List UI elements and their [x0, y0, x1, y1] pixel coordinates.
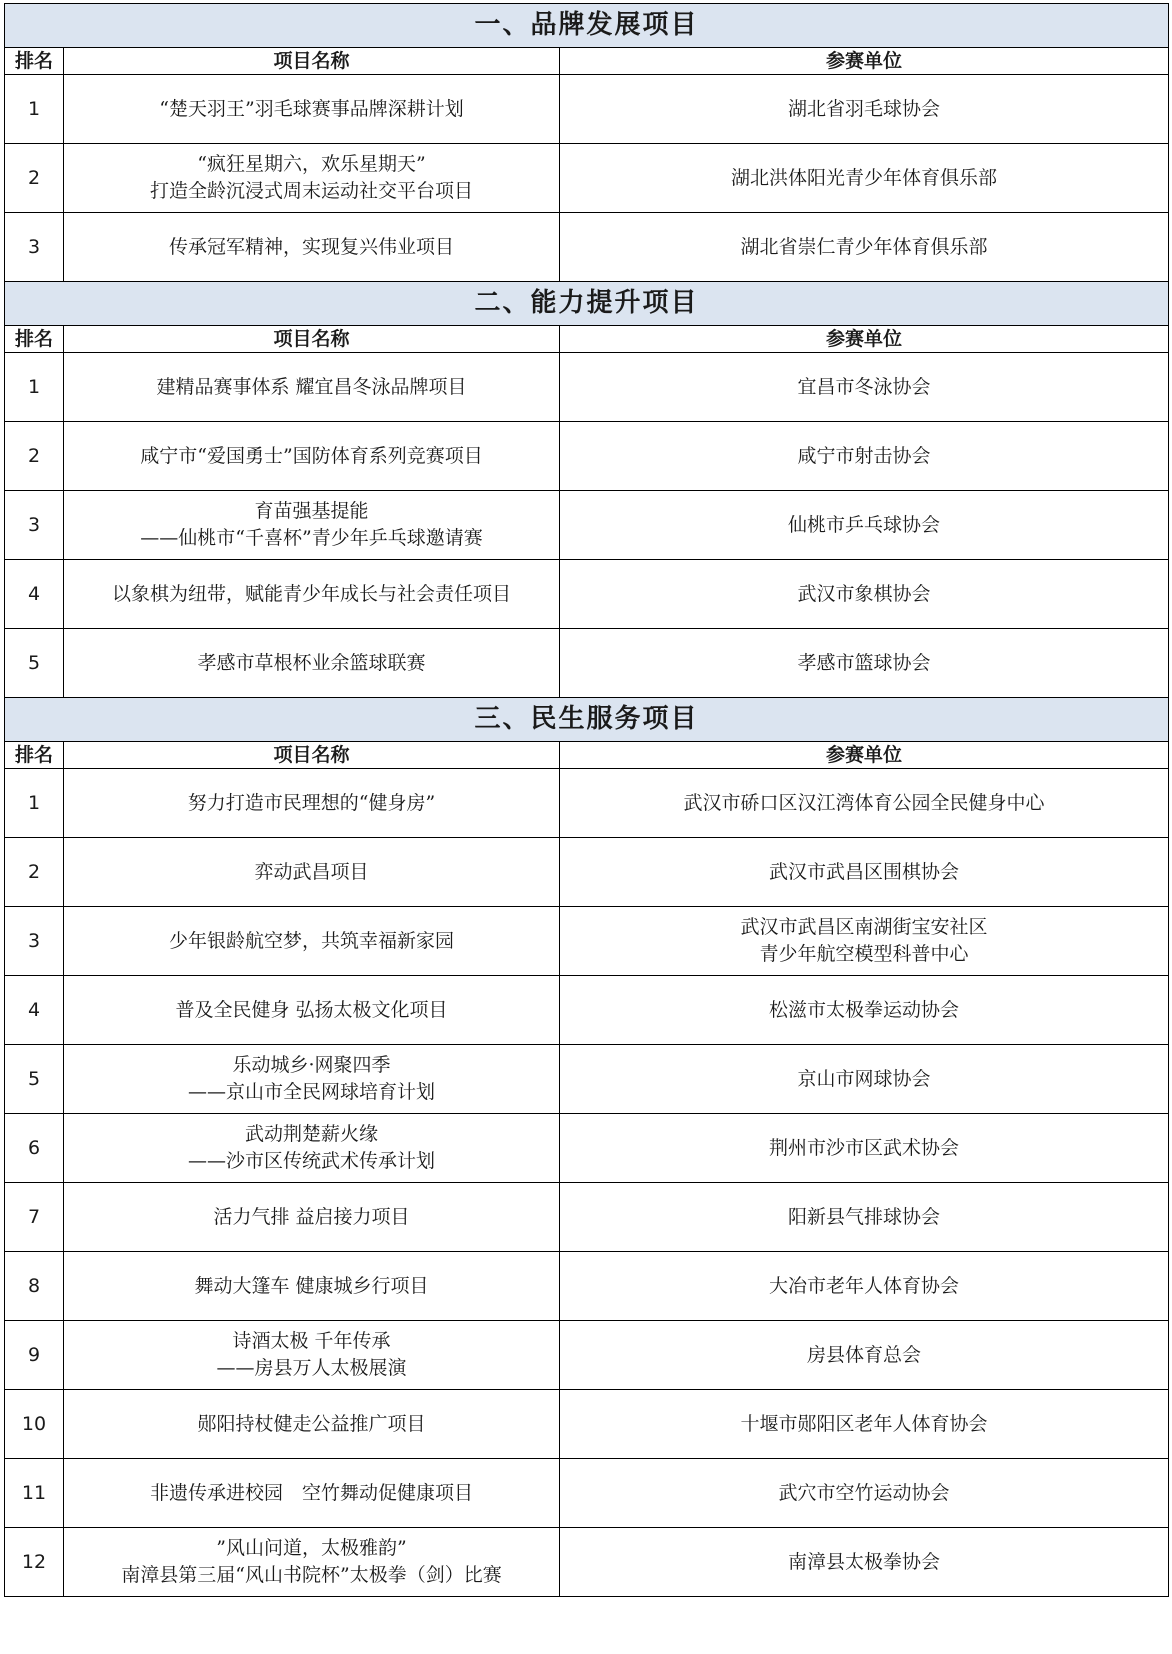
participant-unit-cell-line: 武汉市武昌区围棋协会	[768, 860, 959, 883]
participant-unit-cell-line: 孝感市篮球协会	[797, 651, 931, 674]
rank-cell: 12	[5, 1528, 64, 1597]
participant-unit-cell	[560, 769, 1169, 838]
project-name-cell-line: 传承冠军精神，实现复兴伟业项目	[168, 235, 454, 258]
project-name-cell	[64, 1045, 560, 1114]
rank-cell: 1	[5, 769, 64, 838]
project-name-cell	[64, 1114, 560, 1183]
rank-cell: 3	[5, 907, 64, 976]
project-name-cell-line: 努力打造市民理想的“健身房”	[187, 791, 436, 814]
participant-unit-cell	[560, 1459, 1169, 1528]
participant-unit-cell-line: 南漳县太极拳协会	[787, 1550, 940, 1573]
project-name-cell-line: 以象棋为纽带，赋能青少年成长与社会责任项目	[111, 582, 511, 605]
project-name-cell-line: 诗酒太极 千年传承	[232, 1330, 391, 1352]
project-name-cell	[64, 838, 560, 907]
rank-cell: 5	[5, 1045, 64, 1114]
participant-unit-cell-line: 京山市网球协会	[797, 1067, 931, 1090]
table-row	[5, 907, 1169, 976]
rank-cell: 7	[5, 1183, 64, 1252]
project-name-cell-line: 乐动城乡·网聚四季	[232, 1054, 391, 1076]
rank-cell: 2	[5, 422, 64, 491]
participant-unit-cell	[560, 838, 1169, 907]
participant-unit-cell-line: 房县体育总会	[806, 1343, 921, 1366]
project-name-cell	[64, 629, 560, 698]
project-name-cell-line: “楚天羽王”羽毛球赛事品牌深耕计划	[159, 97, 464, 120]
project-name-cell-line: ”风山问道，太极雅韵”	[216, 1537, 407, 1559]
participant-unit-cell-line: 武汉市硚口区汉江湾体育公园全民健身中心	[683, 791, 1045, 814]
project-name-cell	[64, 769, 560, 838]
project-name-cell-line: 舞动大篷车 健康城乡行项目	[194, 1274, 429, 1297]
participant-unit-cell-line: 武汉市武昌区南湖街宝安社区	[740, 916, 988, 938]
project-name-cell-line: 活力气排 益启接力项目	[213, 1205, 410, 1228]
header-name: 项目名称	[64, 742, 560, 769]
table-row	[5, 1459, 1169, 1528]
participant-unit-cell-line: 湖北省羽毛球协会	[787, 97, 940, 120]
table-row	[5, 1321, 1169, 1390]
participant-unit-cell	[560, 353, 1169, 422]
header-rank: 排名	[5, 742, 64, 769]
participant-unit-cell-line: 武穴市空竹运动协会	[778, 1481, 950, 1504]
participant-unit-cell	[560, 213, 1169, 282]
participant-unit-cell-line: 荆州市沙市区武术协会	[768, 1136, 959, 1159]
project-name-cell	[64, 1183, 560, 1252]
participant-unit-cell	[560, 560, 1169, 629]
participant-unit-cell-line: 湖北洪体阳光青少年体育俱乐部	[730, 166, 997, 189]
table-row	[5, 1390, 1169, 1459]
awards-table-body	[5, 4, 1169, 1597]
project-name-cell	[64, 1528, 560, 1597]
header-unit: 参赛单位	[560, 742, 1169, 769]
participant-unit-cell	[560, 976, 1169, 1045]
participant-unit-cell-line: 武汉市象棋协会	[797, 582, 931, 605]
participant-unit-cell	[560, 491, 1169, 560]
project-name-cell	[64, 353, 560, 422]
project-name-cell	[64, 422, 560, 491]
project-name-cell	[64, 144, 560, 213]
participant-unit-cell	[560, 1045, 1169, 1114]
header-rank: 排名	[5, 326, 64, 353]
header-unit: 参赛单位	[560, 48, 1169, 75]
project-name-cell-line: “疯狂星期六，欢乐星期天”	[197, 153, 426, 175]
column-header-row	[5, 326, 1169, 353]
participant-unit-cell-line: 阳新县气排球协会	[787, 1205, 940, 1228]
section-title-row	[5, 4, 1169, 48]
rank-cell: 6	[5, 1114, 64, 1183]
project-name-cell-line: 孝感市草根杯业余篮球联赛	[197, 651, 426, 674]
project-name-cell-line: 建精品赛事体系 耀宜昌冬泳品牌项目	[156, 375, 467, 398]
participant-unit-cell	[560, 1252, 1169, 1321]
project-name-cell-line: ——沙市区传统武术传承计划	[187, 1150, 435, 1172]
project-name-cell	[64, 1321, 560, 1390]
participant-unit-cell	[560, 629, 1169, 698]
project-name-cell-line: 弈动武昌项目	[254, 860, 369, 883]
project-name-cell-line: 打造全龄沉浸式周末运动社交平台项目	[149, 180, 473, 202]
project-name-cell-line: ——京山市全民网球培育计划	[187, 1081, 435, 1103]
header-rank: 排名	[5, 48, 64, 75]
participant-unit-cell	[560, 75, 1169, 144]
participant-unit-cell-line: 湖北省崇仁青少年体育俱乐部	[740, 235, 988, 258]
participant-unit-cell	[560, 1321, 1169, 1390]
project-name-cell	[64, 491, 560, 560]
project-name-cell	[64, 1252, 560, 1321]
header-name: 项目名称	[64, 326, 560, 353]
participant-unit-cell-line: 大冶市老年人体育协会	[768, 1274, 959, 1297]
section-title: 一、品牌发展项目	[5, 4, 1169, 48]
rank-cell: 1	[5, 353, 64, 422]
table-row	[5, 560, 1169, 629]
table-row	[5, 629, 1169, 698]
rank-cell: 3	[5, 491, 64, 560]
header-unit: 参赛单位	[560, 326, 1169, 353]
participant-unit-cell	[560, 1528, 1169, 1597]
table-row	[5, 1183, 1169, 1252]
project-name-cell	[64, 1459, 560, 1528]
participant-unit-cell	[560, 144, 1169, 213]
table-row	[5, 1045, 1169, 1114]
rank-cell: 5	[5, 629, 64, 698]
project-name-cell	[64, 213, 560, 282]
project-name-cell-line: ——仙桃市“千喜杯”青少年乒乓球邀请赛	[140, 527, 483, 549]
project-name-cell-line: ——房县万人太极展演	[216, 1357, 407, 1379]
project-name-cell	[64, 1390, 560, 1459]
section-title: 二、能力提升项目	[5, 282, 1169, 326]
table-row	[5, 144, 1169, 213]
table-row	[5, 1528, 1169, 1597]
rank-cell: 2	[5, 838, 64, 907]
table-row	[5, 769, 1169, 838]
project-name-cell-line: 少年银龄航空梦，共筑幸福新家园	[168, 929, 454, 952]
table-row	[5, 75, 1169, 144]
section-title-row	[5, 698, 1169, 742]
participant-unit-cell-line: 咸宁市射击协会	[797, 444, 931, 467]
rank-cell: 3	[5, 213, 64, 282]
header-name: 项目名称	[64, 48, 560, 75]
table-row	[5, 491, 1169, 560]
rank-cell: 1	[5, 75, 64, 144]
rank-cell: 11	[5, 1459, 64, 1528]
rank-cell: 9	[5, 1321, 64, 1390]
rank-cell: 2	[5, 144, 64, 213]
table-row	[5, 838, 1169, 907]
table-row	[5, 422, 1169, 491]
project-name-cell	[64, 75, 560, 144]
column-header-row	[5, 742, 1169, 769]
participant-unit-cell-line: 青少年航空模型科普中心	[759, 943, 969, 965]
table-row	[5, 1114, 1169, 1183]
participant-unit-cell	[560, 1114, 1169, 1183]
participant-unit-cell	[560, 1390, 1169, 1459]
participant-unit-cell-line: 十堰市郧阳区老年人体育协会	[740, 1412, 988, 1435]
project-name-cell-line: 育苗强基提能	[254, 500, 369, 522]
participant-unit-cell	[560, 907, 1169, 976]
column-header-row	[5, 48, 1169, 75]
project-name-cell	[64, 976, 560, 1045]
participant-unit-cell-line: 松滋市太极拳运动协会	[768, 998, 959, 1021]
project-name-cell-line: 普及全民健身 弘扬太极文化项目	[175, 998, 448, 1021]
participant-unit-cell	[560, 1183, 1169, 1252]
project-name-cell-line: 武动荆楚薪火缘	[244, 1123, 378, 1145]
table-row	[5, 1252, 1169, 1321]
awards-table	[4, 3, 1169, 1597]
project-name-cell-line: 郧阳持杖健走公益推广项目	[197, 1412, 426, 1435]
project-name-cell-line: 非遗传承进校园 空竹舞动促健康项目	[149, 1481, 473, 1504]
section-title-row	[5, 282, 1169, 326]
project-name-cell	[64, 560, 560, 629]
section-title: 三、民生服务项目	[5, 698, 1169, 742]
table-row	[5, 976, 1169, 1045]
rank-cell: 4	[5, 976, 64, 1045]
table-row	[5, 213, 1169, 282]
table-row	[5, 353, 1169, 422]
project-name-cell	[64, 907, 560, 976]
project-name-cell-line: 南漳县第三届“风山书院杯”太极拳（剑）比赛	[121, 1564, 502, 1586]
participant-unit-cell-line: 仙桃市乒乓球协会	[787, 513, 940, 536]
rank-cell: 10	[5, 1390, 64, 1459]
participant-unit-cell-line: 宜昌市冬泳协会	[797, 375, 931, 398]
rank-cell: 4	[5, 560, 64, 629]
participant-unit-cell	[560, 422, 1169, 491]
rank-cell: 8	[5, 1252, 64, 1321]
project-name-cell-line: 咸宁市“爱国勇士”国防体育系列竞赛项目	[140, 444, 483, 467]
